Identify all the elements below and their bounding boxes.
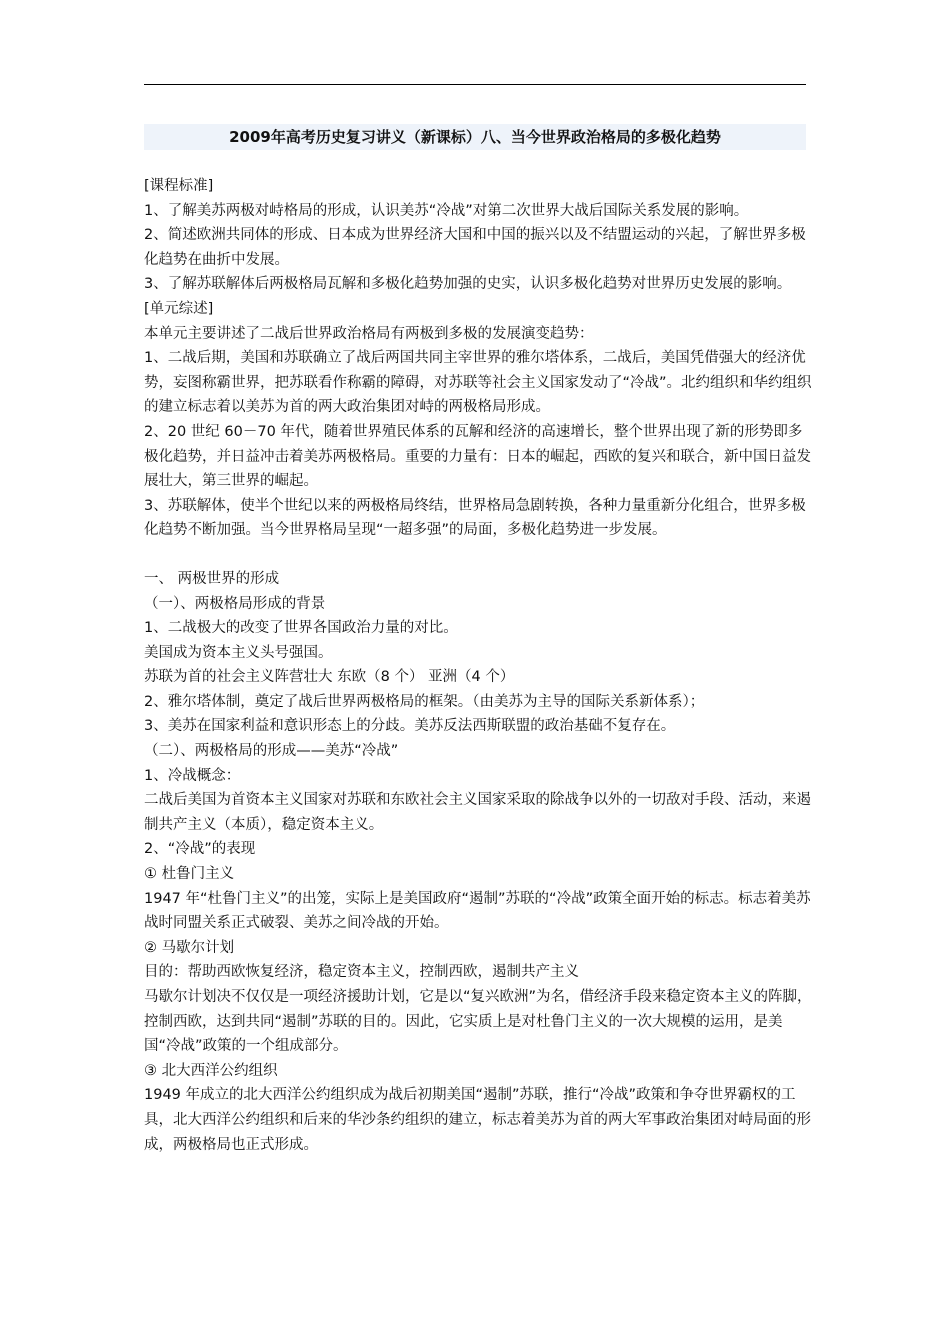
paragraph: 2、简述欧洲共同体的形成、日本成为世界经济大国和中国的振兴以及不结盟运动的兴起，了解世界多极化趋势在曲折中发展。 <box>144 227 806 268</box>
list-item-heading: ① 杜鲁门主义 <box>144 866 235 883</box>
paragraph: 1949 年成立的北大西洋公约组织成为战后初期美国“遏制”苏联，推行“冷战”政策和争夺世界霸权的工具，北大西洋公约组织和后来的华沙条约组织的建立，标志着美苏为首的两大军事政治集团对峙局面的形成，两极格局也正式形成。 <box>144 1087 811 1153</box>
paragraph: [单元综述] <box>144 300 214 317</box>
document-body <box>144 174 816 1157</box>
document-title: 2009年高考历史复习讲义（新课标）八、当今世界政治格局的多极化趋势 <box>144 124 806 150</box>
paragraph: 二战后美国为首资本主义国家对苏联和东欧社会主义国家采取的除战争以外的一切敌对手段、活动，来遏制共产主义（本质），稳定资本主义。 <box>144 792 811 833</box>
section-heading: 一、 两极世界的形成 <box>144 570 280 587</box>
section-spacer <box>144 543 816 567</box>
header-rule <box>144 84 806 85</box>
list-item-heading: ② 马歇尔计划 <box>144 939 235 956</box>
paragraph: 3、苏联解体，使半个世纪以来的两极格局终结，世界格局急剧转换，各种力量重新分化组合，世界多极化趋势不断加强。当今世界格局呈现“一超多强”的局面，多极化趋势进一步发展。 <box>144 497 806 539</box>
paragraph: 2、20 世纪 60－70 年代，随着世界殖民体系的瓦解和经济的高速增长，整个世界出现了新的形势即多极化趋势，并日益冲击着美苏两极格局。重要的力量有：日本的崛起，西欧的复兴和联合，新中国日益发展壮大，第三世界的崛起。 <box>144 423 811 490</box>
paragraph: 1947 年“杜鲁门主义”的出笼，实际上是美国政府“遏制”苏联的“冷战”政策全面开始的标志。标志着美苏战时同盟关系正式破裂、美苏之间冷战的开始。 <box>144 890 811 932</box>
paragraph: [课程标准] <box>144 178 214 194</box>
paragraph: 3、美苏在国家利益和意识形态上的分歧。美苏反法西斯联盟的政治基础不复存在。 <box>144 718 676 735</box>
paragraph: 3、了解苏联解体后两极格局瓦解和多极化趋势加强的史实，认识多极化趋势对世界历史发展的影响。 <box>144 276 792 293</box>
paragraph: 马歇尔计划决不仅仅是一项经济援助计划，它是以“复兴欧洲”为名，借经济手段来稳定资本主义的阵脚，控制西欧，达到共同“遏制”苏联的目的。因此，它实质上是对杜鲁门主义的一次大规模的运用，是美国“冷战”政策的一个组成部分。 <box>144 989 812 1055</box>
paragraph: 1、了解美苏两极对峙格局的形成，认识美苏“冷战”对第二次世界大战后国际关系发展的影响。 <box>144 202 749 219</box>
subsection-heading: （二）、两极格局的形成——美苏“冷战” <box>144 743 399 760</box>
paragraph: 1、二战后期，美国和苏联确立了战后两国共同主宰世界的雅尔塔体系，二战后，美国凭借强大的经济优势，妄图称霸世界，把苏联看作称霸的障碍，对苏联等社会主义国家发动了“冷战”。北约组织和华约组织的建立标志着以美苏为首的两大政治集团对峙的两极格局形成。 <box>144 350 812 416</box>
paragraph: 苏联为首的社会主义阵营壮大 东欧（8 个） 亚洲（4 个） <box>144 669 515 686</box>
paragraph: 目的：帮助西欧恢复经济，稳定资本主义，控制西欧，遏制共产主义 <box>144 964 579 981</box>
subsection-heading: （一）、两极格局形成的背景 <box>144 595 326 612</box>
paragraph: 本单元主要讲述了二战后世界政治格局有两极到多极的发展演变趋势： <box>144 325 594 342</box>
paragraph: 美国成为资本主义头号强国。 <box>144 644 333 661</box>
paragraph: 1、冷战概念： <box>144 767 241 784</box>
paragraph: 2、“冷战”的表现 <box>144 841 256 858</box>
list-item-heading: ③ 北大西洋公约组织 <box>144 1062 278 1079</box>
paragraph: 1、二战极大的改变了世界各国政治力量的对比。 <box>144 620 458 637</box>
paragraph: 2、雅尔塔体制，奠定了战后世界两极格局的框架。（由美苏为主导的国际关系新体系）； <box>144 693 705 710</box>
